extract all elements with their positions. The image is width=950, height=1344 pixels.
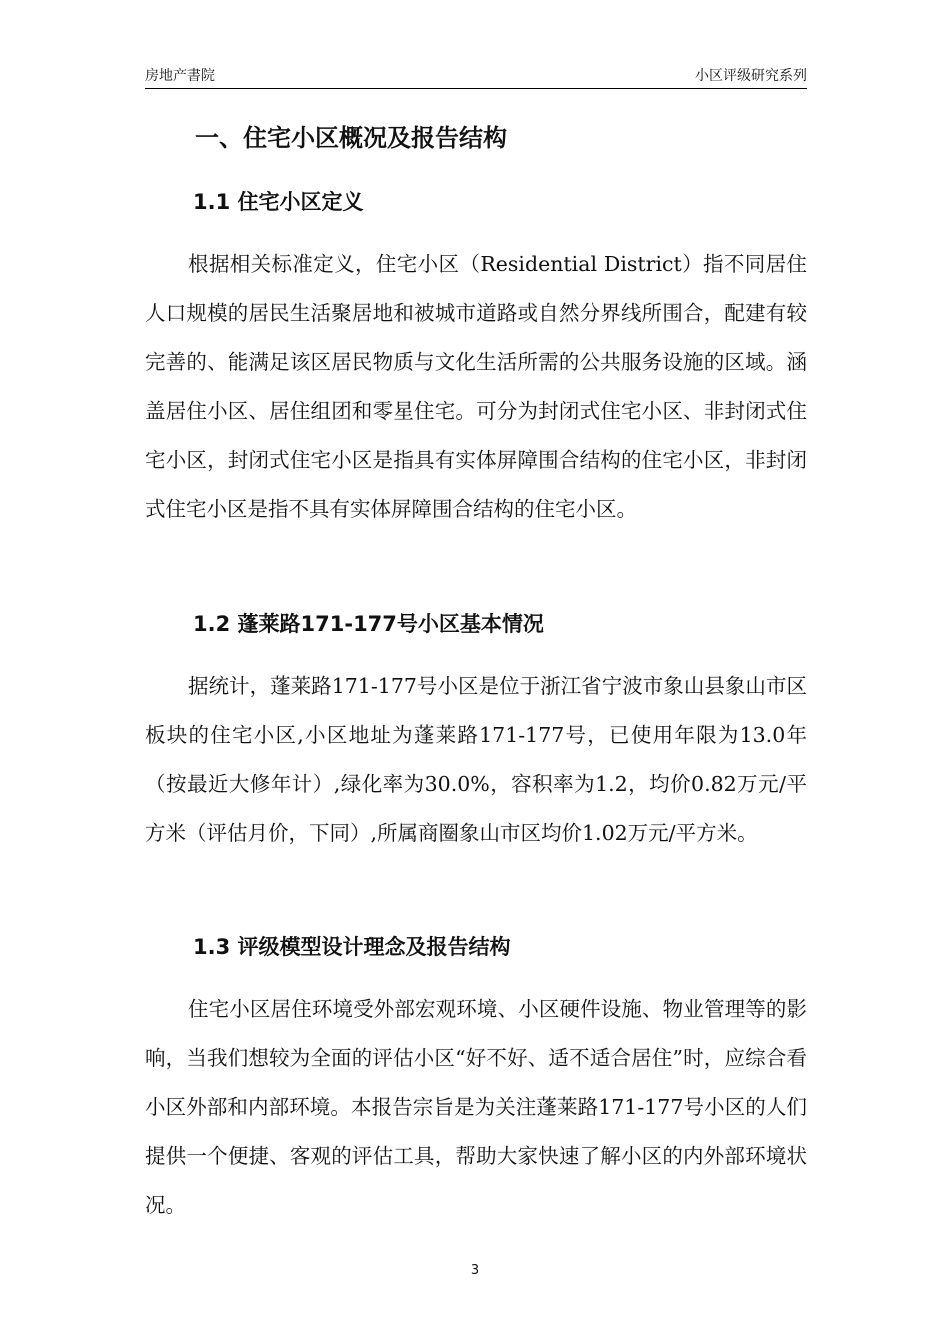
header-series-title: 小区评级研究系列 — [695, 68, 807, 84]
page-number: 3 — [470, 1263, 480, 1278]
page-header — [145, 66, 807, 89]
section-paragraph-1-2: 据统计，蓬莱路171-177号小区是位于浙江省宁波市象山县象山市区板块的住宅小区,小区地址为蓬莱路171-177号，已使用年限为13.0年（按最近大修年计）,绿化率为30.0%，容积率为1.2，均价0.82万元/平方米（评估月价，下同）,所属商圈象山市区均价1.02万元/平方米。 — [145, 674, 807, 845]
section-heading-1-3: 1.3 评级模型设计理念及报告结构 — [193, 935, 511, 959]
section-heading-1-1: 1.1 住宅小区定义 — [193, 190, 364, 214]
section-paragraph-1-1: 根据相关标准定义，住宅小区（Residential District）指不同居住人口规模的居民生活聚居地和被城市道路或自然分界线所围合，配建有较完善的、能满足该区居民物质与文化生活所需的公共服务设施的区域。涵盖居住小区、居住组团和零星住宅。可分为封闭式住宅小区、非封闭式住宅小区，封闭式住宅小区是指具有实体屏障围合结构的住宅小区，非封闭式住宅小区是指不具有实体屏障围合结构的住宅小区。 — [145, 252, 807, 521]
section-paragraph-1-3: 住宅小区居住环境受外部宏观环境、小区硬件设施、物业管理等的影响，当我们想较为全面的评估小区“好不好、适不适合居住”时，应综合看小区外部和内部环境。本报告宗旨是为关注蓬莱路171-177号小区的人们提供一个便捷、客观的评估工具，帮助大家快速了解小区的内外部环境状况。 — [145, 997, 807, 1217]
section-heading-1-2: 1.2 蓬莱路171-177号小区基本情况 — [193, 612, 544, 636]
chapter-heading: 一、住宅小区概况及报告结构 — [195, 124, 507, 152]
header-publisher: 房地产書院 — [145, 68, 215, 84]
